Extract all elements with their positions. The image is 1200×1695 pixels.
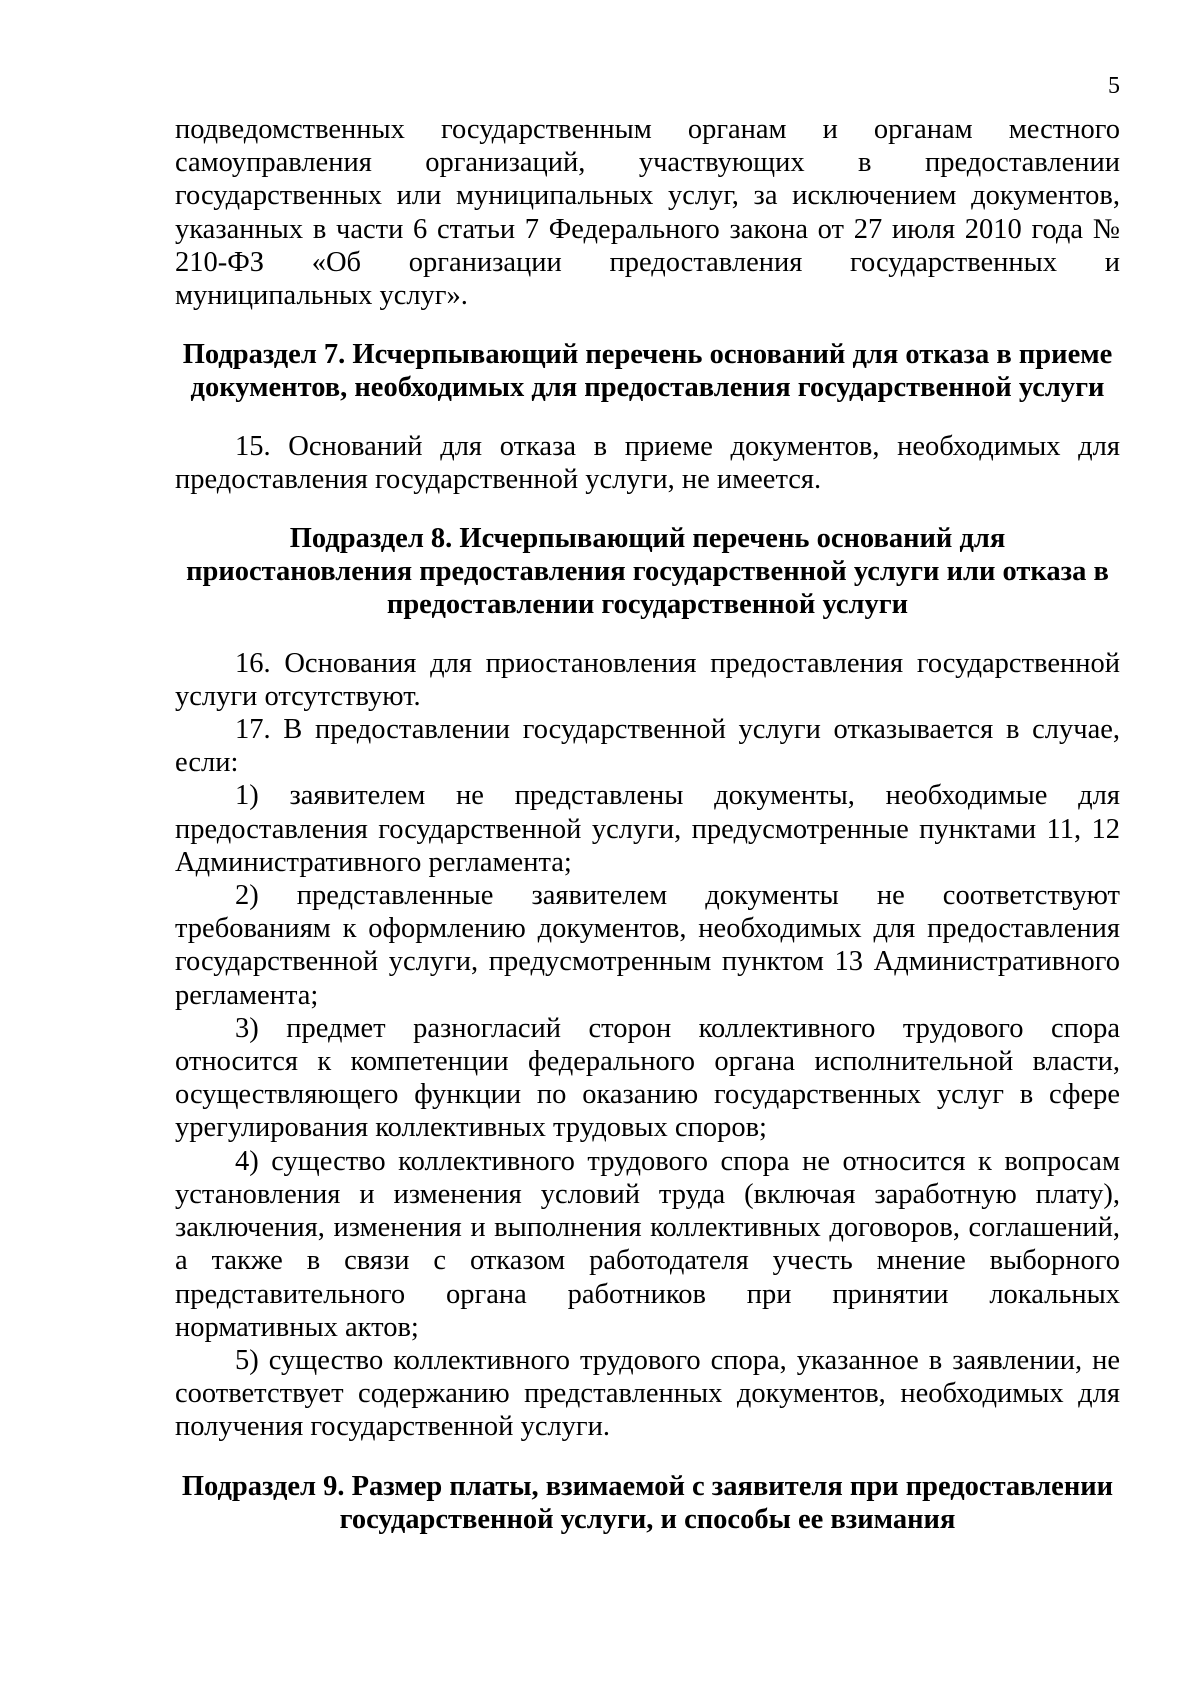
continuation-paragraph: подведомственных государственным органам и органам местного самоуправления организаций, участвующих в предоставлении государственных или муниципальных услуг, за исключением документов, указанных в части 6 статьи 7 Федерального закона от 27 июля 2010 года № 210-ФЗ «Об организации предоставления государственных и муниципальных услуг». [175, 114, 1120, 312]
paragraph-16: 16. Основания для приостановления предоставления государственной услуги отсутствуют. [175, 647, 1120, 712]
list-item: 1) заявителем не представлены документы, необходимые для предоставления государственной услуги, предусмотренные пунктами 11, 12 Административного регламента; [175, 780, 1120, 878]
spacer [175, 405, 1120, 430]
spacer [175, 622, 1120, 647]
document-body [175, 113, 1120, 1536]
section-8-heading: Подраздел 8. Исчерпывающий перечень оснований для приостановления предоставления государственной услуги или отказа в предоставлении государственной услуги [186, 523, 1109, 621]
paragraph-17: 17. В предоставлении государственной услуги отказывается в случае, если: [175, 714, 1120, 779]
spacer [175, 312, 1120, 338]
list-item: 3) предмет разногласий сторон коллективного трудового спора относится к компетенции федерального органа исполнительной власти, осуществляющего функции по оказанию государственных услуг в сфере урегулирования коллективных трудовых споров; [175, 1012, 1120, 1144]
list-item: 2) представленные заявителем документы не соответствуют требованиям к оформлению документов, необходимых для предоставления государственной услуги, предусмотренным пунктом 13 Административного регламента; [175, 880, 1120, 1011]
section-9-heading: Подраздел 9. Размер платы, взимаемой с заявителя при предоставлении государственной услуги, и способы ее взимания [181, 1470, 1114, 1535]
spacer [175, 496, 1120, 522]
paragraph-15: 15. Оснований для отказа в приеме документов, необходимых для предоставления государственной услуги, не имеется. [175, 430, 1120, 495]
page-number: 5 [1108, 73, 1120, 99]
section-7-heading: Подраздел 7. Исчерпывающий перечень оснований для отказа в приеме документов, необходимых для предоставления государственной услуги [182, 339, 1113, 404]
spacer [175, 1444, 1120, 1470]
list-item: 5) существо коллективного трудового спора, указанное в заявлении, не соответствует содержанию представленных документов, необходимых для получения государственной услуги. [175, 1344, 1120, 1443]
list-item: 4) существо коллективного трудового спора не относится к вопросам установления и изменения условий труда (включая заработную плату), заключения, изменения и выполнения коллективных договоров, соглашений, а также в связи с отказом работодателя учесть мнение выборного представительного органа работников при принятии локальных нормативных актов; [175, 1145, 1120, 1343]
